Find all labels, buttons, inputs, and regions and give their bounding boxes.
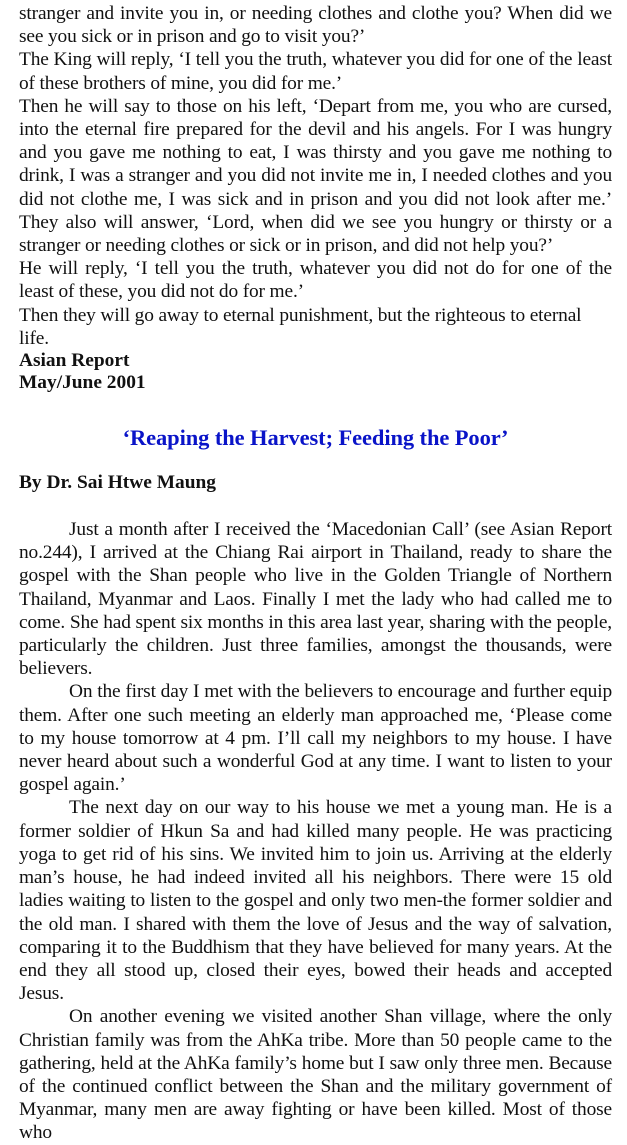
article-title: ‘Reaping the Harvest; Feeding the Poor’: [122, 425, 509, 451]
scripture-paragraph: Then they will go away to eternal punishment, but the righteous to eternal life.: [19, 304, 582, 349]
scripture-paragraph: stranger and invite you in, or needing clothes and clothe you? When did we see you sick or in prison and go to visit you?’: [19, 3, 612, 48]
article-paragraph: Just a month after I received the ‘Macedonian Call’ (see Asian Report no.244), I arrived at the Chiang Rai airport in Thailand, ready to share the gospel with the Shan people who live in the Golden Triangle of Northern Thailand, Myanmar and Laos. Finally I met the lady who had called me to come. She had spent six months in this area last year, sharing with the people, particularly the children. Just three families, amongst the thousands, were believers.: [19, 519, 612, 680]
source-publication: Asian Report: [19, 350, 130, 372]
scripture-paragraph: Then he will say to those on his left, ‘Depart from me, you who are cursed, into the eternal fire prepared for the devil and his angels. For I was hungry and you gave me nothing to eat, I was thirsty and you gave me nothing to drink, I was a stranger and you did not invite me in, I needed clothes and you did not clothe me, I was sick and in prison and you did not look after me.’ They also will answer, ‘Lord, when did we see you hungry or thirsty or a stranger or needing clothes or sick or in prison, and did not help you?’: [19, 95, 612, 257]
article-paragraph: On another evening we visited another Shan village, where the only Christian family was from the AhKa tribe. More than 50 people came to the gathering, held at the AhKa family’s home but I saw only three men. Because of the continued conflict between the Shan and the military government of Myanmar, many men are away fighting or have been killed. Most of those who: [19, 1006, 612, 1144]
scripture-paragraph: He will reply, ‘I tell you the truth, whatever you did not do for one of the least of these, you did not do for me.’: [19, 258, 612, 303]
source-issue: May/June 2001: [19, 372, 146, 394]
source-citation: [19, 350, 612, 394]
article-paragraph: The next day on our way to his house we met a young man. He is a former soldier of Hkun Sa and had killed many people. He was practicing yoga to get rid of his sins. We invited him to join us. Arriving at the elderly man’s house, he had indeed invited all his neighbors. There were 15 old ladies waiting to listen to the gospel and only two men-the former soldier and the old man. I shared with them the love of Jesus and the way of salvation, comparing it to the Buddhism that they have believed for many years. At the end they all stood up, closed their eyes, bowed their heads and accepted Jesus.: [19, 797, 612, 1005]
scripture-paragraph: The King will reply, ‘I tell you the truth, whatever you did for one of the least of these brothers of mine, you did for me.’: [19, 49, 612, 94]
article-body: [19, 518, 612, 1144]
scripture-passage: [19, 0, 612, 350]
article-byline: By Dr. Sai Htwe Maung: [19, 472, 216, 494]
article-paragraph: On the first day I met with the believers to encourage and further equip them. After one such meeting an elderly man approached me, ‘Please come to my house tomorrow at 4 pm. I’ll call my neighbors to my house. I have never heard about such a wonderful God at any time. I want to listen to your gospel again.’: [19, 681, 612, 796]
